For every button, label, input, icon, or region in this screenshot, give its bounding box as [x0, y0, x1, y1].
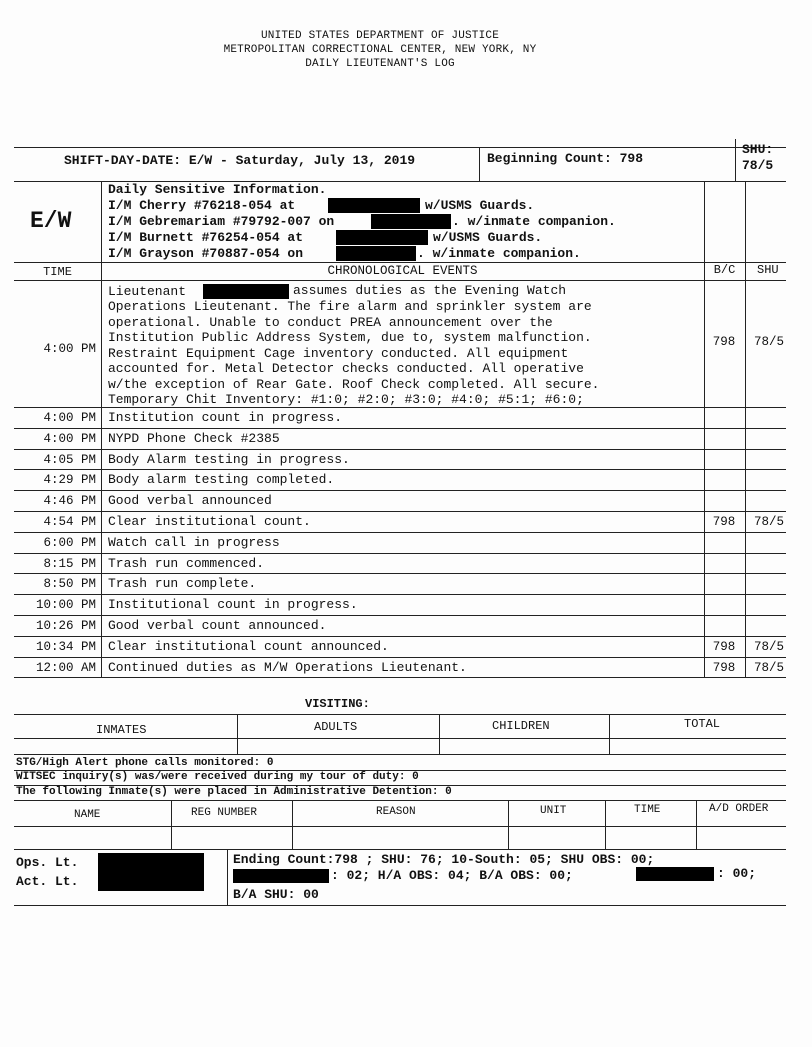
row-divider — [14, 636, 786, 637]
event-text: Good verbal count announced. — [108, 618, 327, 633]
facility-title: METROPOLITAN CORRECTIONAL CENTER, NEW YORK, NY — [223, 44, 537, 56]
admin-detention-note: The following Inmate(s) were placed in Administrative Detention: 0 — [16, 786, 452, 798]
redaction-box — [328, 198, 420, 213]
event-text: Good verbal announced — [108, 493, 272, 508]
event-time: 4:54 PM — [43, 515, 96, 529]
witsec-note: WITSEC inquiry(s) was/were received during my tour of duty: 0 — [16, 771, 419, 783]
entry-time: 4:00 PM — [43, 342, 96, 356]
row-divider — [14, 657, 786, 658]
row-divider — [14, 428, 786, 429]
event-text: Institution count in progress. — [108, 410, 343, 425]
row-divider — [14, 469, 786, 470]
shift-code: E/W — [30, 208, 72, 234]
divider — [479, 147, 480, 181]
entry-text: accounted for. Metal Detector checks conducted. All operative — [108, 361, 584, 376]
divider — [14, 280, 786, 281]
redaction-box — [233, 869, 329, 883]
divider — [14, 714, 786, 715]
entry-text: Temporary Chit Inventory: #1:0; #2:0; #3:0; #4:0; #5:1; #6:0; — [108, 392, 584, 407]
row-divider — [14, 449, 786, 450]
visiting-title: VISITING: — [305, 697, 370, 711]
redaction-box — [203, 284, 289, 299]
event-text: Body alarm testing completed. — [108, 472, 335, 487]
divider — [14, 147, 786, 148]
visiting-children-header: CHILDREN — [492, 719, 550, 733]
column-divider — [704, 407, 705, 677]
shu-column-header: SHU — [757, 263, 779, 277]
time-column-header: TIME — [43, 265, 72, 279]
sensitive-line-3-end: w/USMS Guards. — [433, 230, 543, 245]
event-time: 4:46 PM — [43, 494, 96, 508]
redaction-box — [336, 230, 428, 245]
bc-column-header: B/C — [713, 263, 736, 277]
divider — [14, 754, 786, 755]
row-divider — [14, 553, 786, 554]
event-time: 12:00 AM — [35, 661, 96, 675]
event-text: Body Alarm testing in progress. — [108, 452, 350, 467]
sensitive-line-2-end: . w/inmate companion. — [452, 214, 616, 229]
divider — [609, 714, 610, 754]
divider — [14, 905, 786, 906]
divider — [171, 800, 172, 849]
detention-name-header: NAME — [74, 809, 101, 821]
divider — [14, 738, 786, 739]
event-time: 8:50 PM — [43, 577, 96, 591]
obs-line: : 02; H/A OBS: 04; B/A OBS: 00; — [331, 868, 573, 883]
entry-text: Institution Public Address System, due to, system malfunction. — [108, 330, 592, 345]
column-divider — [704, 262, 705, 407]
event-shu: 78/5 — [754, 661, 785, 675]
entry-text: Operations Lieutenant. The fire alarm and sprinkler system are — [108, 299, 592, 314]
row-divider — [14, 511, 786, 512]
event-time: 10:34 PM — [35, 640, 96, 654]
row-divider — [14, 490, 786, 491]
log-title: DAILY LIEUTENANT'S LOG — [305, 58, 455, 70]
sensitive-line-2: I/M Gebremariam #79792-007 on — [108, 214, 335, 229]
event-text: Clear institutional count. — [108, 514, 311, 529]
divider — [605, 800, 606, 849]
entry-text: Restraint Equipment Cage inventory conducted. All equipment — [108, 346, 569, 361]
event-text: Trash run commenced. — [108, 556, 265, 571]
divider — [14, 262, 786, 263]
divider — [14, 800, 786, 801]
divider — [227, 849, 228, 905]
event-time: 4:00 PM — [43, 432, 96, 446]
column-divider — [745, 407, 746, 677]
shu-value: 78/5 — [742, 158, 774, 173]
row-divider — [14, 677, 786, 678]
events-column-header: CHRONOLOGICAL EVENTS — [327, 264, 478, 278]
row-divider — [14, 532, 786, 533]
event-time: 10:00 PM — [35, 598, 96, 612]
redaction-box — [371, 214, 451, 229]
event-bc: 798 — [712, 640, 736, 654]
entry-text: operational. Unable to conduct PREA announcement over the — [108, 315, 553, 330]
ba-shu-line: B/A SHU: 00 — [233, 887, 319, 902]
act-lt-label: Act. Lt. — [16, 874, 79, 889]
sensitive-line-1-end: w/USMS Guards. — [425, 198, 535, 213]
event-text: Watch call in progress — [108, 535, 280, 550]
event-text: NYPD Phone Check #2385 — [108, 431, 280, 446]
shift-day-date: SHIFT-DAY-DATE: E/W - Saturday, July 13, 2019 — [64, 153, 416, 168]
detention-time-header: TIME — [634, 804, 661, 816]
visiting-adults-header: ADULTS — [314, 720, 358, 734]
event-time: 4:00 PM — [43, 411, 96, 425]
entry-text: w/the exception of Rear Gate. Roof Check completed. All secure. — [108, 377, 600, 392]
column-divider — [745, 262, 746, 407]
divider — [292, 800, 293, 849]
detention-unit-header: UNIT — [540, 805, 567, 817]
ending-count-line: Ending Count:798 ; SHU: 76; 10-South: 05; SHU OBS: 00; — [233, 852, 655, 867]
entry-text: assumes duties as the Evening Watch — [293, 283, 567, 298]
entry-bc: 798 — [712, 335, 736, 349]
event-bc: 798 — [712, 515, 736, 529]
shu-label: SHU: — [742, 142, 774, 157]
event-time: 10:26 PM — [35, 619, 96, 633]
divider — [439, 714, 440, 754]
column-divider — [101, 262, 102, 407]
event-time: 8:15 PM — [43, 557, 96, 571]
event-bc: 798 — [712, 661, 736, 675]
divider — [508, 800, 509, 849]
event-shu: 78/5 — [754, 515, 785, 529]
entry-shu: 78/5 — [754, 335, 785, 349]
divider — [696, 800, 697, 849]
visiting-inmates-header: INMATES — [96, 723, 147, 737]
detention-reason-header: REASON — [376, 806, 416, 818]
sensitive-line-1: I/M Cherry #76218-054 at — [108, 198, 296, 213]
sensitive-line-4-end: . w/inmate companion. — [417, 246, 581, 261]
event-shu: 78/5 — [754, 640, 785, 654]
row-divider — [14, 573, 786, 574]
column-divider — [101, 407, 102, 677]
event-text: Clear institutional count announced. — [108, 639, 389, 654]
divider — [14, 407, 786, 408]
entry-text: Lieutenant — [108, 284, 187, 299]
divider — [237, 714, 238, 754]
beginning-count: Beginning Count: 798 — [487, 151, 644, 166]
redaction-box — [336, 246, 416, 261]
event-text: Continued duties as M/W Operations Lieutenant. — [108, 660, 467, 675]
sensitive-line-4: I/M Grayson #70887-054 on — [108, 246, 304, 261]
detention-reg-header: REG NUMBER — [191, 807, 258, 819]
sensitive-line-3: I/M Burnett #76254-054 at — [108, 230, 304, 245]
event-time: 6:00 PM — [43, 536, 96, 550]
redaction-box — [98, 853, 204, 891]
event-time: 4:05 PM — [43, 453, 96, 467]
stg-note: STG/High Alert phone calls monitored: 0 — [16, 757, 274, 769]
row-divider — [14, 594, 786, 595]
redaction-box — [636, 867, 714, 881]
event-time: 4:29 PM — [43, 473, 96, 487]
divider — [735, 139, 736, 181]
row-divider — [14, 615, 786, 616]
agency-title: UNITED STATES DEPARTMENT OF JUSTICE — [260, 30, 500, 42]
sensitive-title: Daily Sensitive Information. — [108, 182, 327, 197]
ops-lt-label: Ops. Lt. — [16, 855, 79, 870]
detention-order-header: A/D ORDER — [709, 803, 769, 815]
event-text: Trash run complete. — [108, 576, 257, 591]
divider — [14, 826, 786, 827]
visiting-total-header: TOTAL — [684, 717, 721, 731]
event-text: Institutional count in progress. — [108, 597, 358, 612]
divider — [14, 849, 786, 850]
obs-line-end: : 00; — [717, 866, 757, 881]
